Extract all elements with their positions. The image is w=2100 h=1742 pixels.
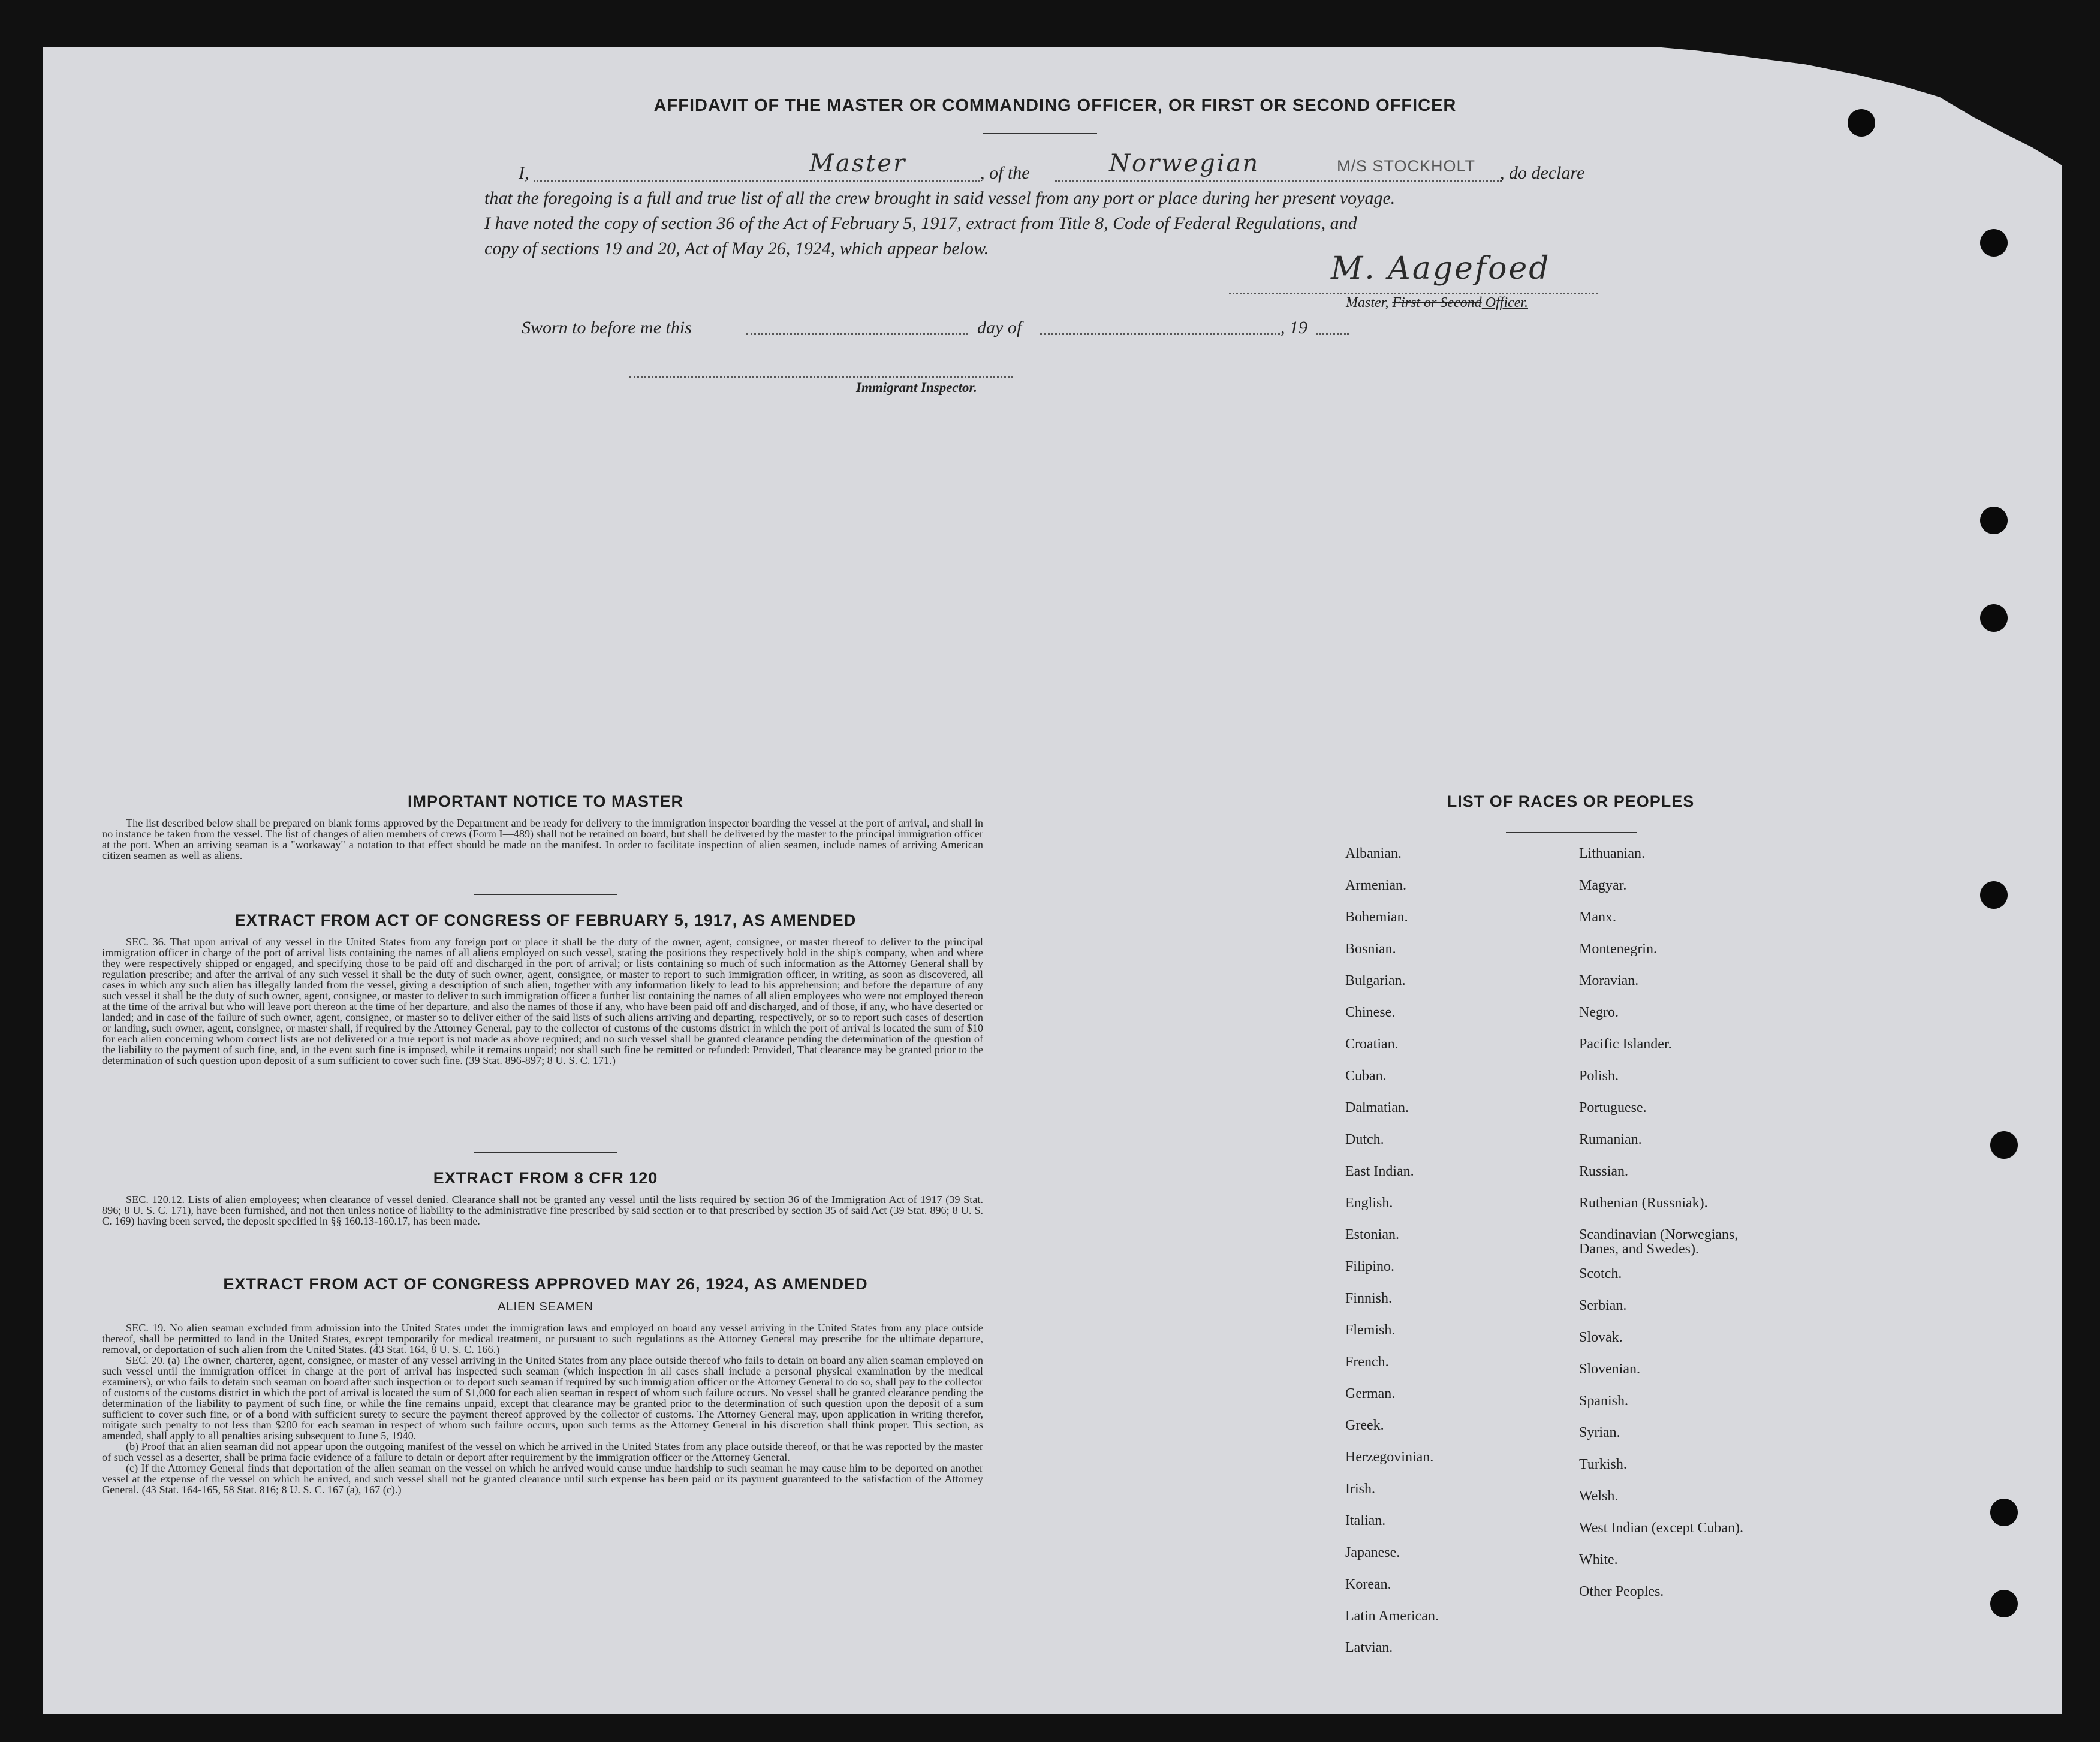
punch-hole <box>1990 1590 2018 1617</box>
extract-1924-text: SEC. 19. No alien seaman excluded from admission into the United States under the immigration laws and employed on board any vessel arriving in the United States from any place outside thereof, shall be permitted to land in the United States, except temporarily for medical treatment, or pursuant to such regulations as the Attorney General may prescribe for the ultimate departure, removal, or deportation of such alien from the United States. (43 Stat. 164, 8 U. S. C. 166.) SEC. 20. (a) The owner, charterer, agent, consignee, or master of any vessel arriving in the United States from any place outside thereof who fails to detain on board any alien seaman employed on such vessel until the immigration officer in charge at the port of arrival has inspected such seaman (which inspection in all cases shall include a personal physical examination by the medical examiners), or who fails to detain such seaman on board after such inspection or to deport such seaman if required by such immigration officer or the Attorney General to do so, shall pay to the collector of customs of the customs district in which the port of arrival is located the sum of $1,000 for each alien seaman in respect of whom such failure occurs. No vessel shall be granted clearance pending the determination of the liability to payment of such fine, or while the fine remains unpaid, except that clearance may be granted prior to the determination of such question upon the deposit of a sum sufficient to cover such fine, or of a bond with sufficient surety to secure the payment thereof approved by the collector of customs. The Attorney General may, upon application in writing therefor, mitigate such penalty to not less than $200 for each seaman in respect of whom such failure occurs, upon such terms as the Attorney General in his discretion shall think proper. This section, as amended, shall apply to all penalties arising subsequent to June 5, 1940. (b) Proof that an alien seaman did not appear upon the outgoing manifest of the vessel on which he arrived in the United States from any place outside thereof, or that he was reported by the master of such vessel as a deserter, shall be prima facie evidence of a failure to detain or deport after requirement by the immigration officer or the Attorney General. (c) If the Attorney General finds that deportation of the alien seaman on the vessel on which he arrived would cause undue hardship to such seaman he may cause him to be deported on another vessel at the expense of the vessel on which he arrived, and such vessel shall not be granted clearance until such expense has been paid or its payment guaranteed to the satisfaction of the Attorney General. (43 Stat. 164-165, 58 Stat. 816; 8 U. S. C. 167 (a), 167 (c).) <box>102 1322 983 1496</box>
race-item: English. <box>1345 1195 1393 1211</box>
punch-hole <box>1980 507 2008 534</box>
race-item: Latin American. <box>1345 1608 1439 1624</box>
race-item: Cuban. <box>1345 1068 1387 1084</box>
race-item: Magyar. <box>1579 878 1627 893</box>
extract-1917-title: EXTRACT FROM ACT OF CONGRESS OF FEBRUARY 5, 1917, AS AMENDED <box>234 911 857 929</box>
sworn-year-line <box>1316 333 1349 335</box>
race-item: Ruthenian (Russniak). <box>1579 1195 1708 1211</box>
ship-name-stamp: M/S STOCKHOLT <box>1337 157 1476 175</box>
race-item: Latvian. <box>1345 1640 1393 1656</box>
race-item: Moravian. <box>1579 973 1639 988</box>
race-item: Bulgarian. <box>1345 973 1406 988</box>
race-item: Bosnian. <box>1345 941 1396 957</box>
master-signature: M. Aagefoed <box>1331 251 1551 287</box>
race-item: Dutch. <box>1345 1132 1384 1147</box>
race-item: Japanese. <box>1345 1545 1400 1560</box>
sworn-day-line <box>746 333 968 335</box>
handwritten-rank: Master <box>809 150 907 177</box>
race-item: Polish. <box>1579 1068 1619 1084</box>
race-item: Filipino. <box>1345 1259 1395 1274</box>
race-item: Slovak. <box>1579 1330 1623 1345</box>
race-item: Spanish. <box>1579 1393 1629 1409</box>
race-item: Korean. <box>1345 1577 1391 1592</box>
notice-title: IMPORTANT NOTICE TO MASTER <box>408 792 683 810</box>
extract-1924-title: EXTRACT FROM ACT OF CONGRESS APPROVED MAY 26, 1924, AS AMENDED <box>223 1275 868 1293</box>
race-item: Bohemian. <box>1345 909 1408 925</box>
race-item: Rumanian. <box>1579 1132 1642 1147</box>
i-label: I, <box>519 163 529 183</box>
race-item: Negro. <box>1579 1005 1619 1020</box>
vessel-field-line <box>1055 180 1502 182</box>
race-item: Scandinavian (Norwegians, Danes, and Swedes). <box>1579 1227 1739 1257</box>
sworn-label: Sworn to before me this <box>522 318 692 337</box>
race-item: Italian. <box>1345 1513 1386 1529</box>
race-item: Russian. <box>1579 1164 1629 1179</box>
race-item: Flemish. <box>1345 1322 1396 1338</box>
race-item: Herzegovinian. <box>1345 1449 1434 1465</box>
race-item: German. <box>1345 1386 1396 1402</box>
signature-line <box>1229 293 1598 294</box>
race-item: Irish. <box>1345 1481 1375 1497</box>
punch-hole <box>1980 881 2008 909</box>
extract-1917-text: SEC. 36. That upon arrival of any vessel in the United States from any foreign port or place it shall be the duty of the owner, agent, consignee, or master thereof to deliver to the principal immigration officer in charge of the port of arrival lists containing the names of all aliens employed on such vessel, stating the positions they respectively hold in the ship's company, when and where they were respectively shipped or engaged, and specifying those to be paid off and discharged in the port of arrival; or lists containing so much of such information as the Attorney General shall by regulation prescribe; and after the arrival of any such vessel it shall be the duty of such owner, agent, consignee, or master to report to such immigration officer, in writing, as soon as discovered, all cases in which any such alien has illegally landed from the vessel, giving a description of such alien, together with any information likely to lead to his apprehension; and before the departure of any such vessel it shall be the duty of such owner, agent, consignee, or master to deliver to such immigration officer a further list containing the names of all alien employees who were not employed thereon at the time of the arrival but who will leave port thereon at the time of her departure, and also the names of those if any, who have been paid off and discharged, and of those, if any, who have deserted or landed; and in case of the failure of such owner, agent, consignee, or master so to deliver either of the said lists of such aliens arriving and departing, respectively, or so to report such cases of desertion or landing, such owner, agent, consignee, or master shall, if required by the Attorney General, pay to the collector of customs of the customs district in which the port of arrival is located the sum of $10 for each alien concerning whom correct lists are not delivered or a true report is not made as above required; and no such vessel shall be granted clearance pending the determination of the question of the liability to the payment of such fine, and, in the event such fine is imposed, while it remains unpaid; nor shall such fine be remitted or refunded: Provided, That clearance may be granted prior to the determination of such question upon deposit of a sum sufficient to cover such fine. (39 Stat. 896-897; 8 U. S. C. 171.) <box>102 936 983 1066</box>
notice-text: The list described below shall be prepared on blank forms approved by the Department and be ready for delivery to the immigration inspector boarding the vessel at the port of arrival, and shall in no instance be taken from the vessel. The list of changes of alien members of crews (Form I—489) shall not be retained on board, but shall be delivered by the master to the principal immigration officer at the port. When an arriving seaman is a "workaway" a notation to that effect should be made on the manifest. In order to facilitate inspection of alien seamen, include names of arriving American citizen seamen as well as aliens. <box>102 817 983 861</box>
race-item: Chinese. <box>1345 1005 1396 1020</box>
extract-1924-subtitle: ALIEN SEAMEN <box>498 1300 593 1313</box>
signature-caption: Master, First or Second Officer. <box>1346 295 1528 311</box>
race-item: Finnish. <box>1345 1291 1393 1306</box>
race-item: Dalmatian. <box>1345 1100 1409 1116</box>
races-title: LIST OF RACES OR PEOPLES <box>1447 792 1695 810</box>
race-item: Turkish. <box>1579 1457 1627 1472</box>
affidavit-title: AFFIDAVIT OF THE MASTER OR COMMANDING OFFICER, OR FIRST OR SECOND OFFICER <box>653 96 1457 115</box>
race-item: Syrian. <box>1579 1425 1620 1440</box>
sworn-month-line <box>1040 333 1280 335</box>
race-item: Pacific Islander. <box>1579 1036 1672 1052</box>
extract-cfr-title: EXTRACT FROM 8 CFR 120 <box>433 1169 658 1187</box>
race-item: Armenian. <box>1345 878 1406 893</box>
race-item: Albanian. <box>1345 846 1402 861</box>
divider <box>983 133 1097 134</box>
race-item: Portuguese. <box>1579 1100 1647 1116</box>
race-item: Other Peoples. <box>1579 1584 1664 1599</box>
race-item: Greek. <box>1345 1418 1384 1433</box>
divider <box>474 1152 617 1153</box>
race-item: Scotch. <box>1579 1266 1622 1282</box>
declaration-line-3: I have noted the copy of section 36 of the Act of February 5, 1917, extract from Title 8, Code of Federal Regulations, and <box>484 213 1357 233</box>
day-of-label: day of <box>977 318 1022 337</box>
race-item: Slovenian. <box>1579 1361 1640 1377</box>
race-item: East Indian. <box>1345 1164 1414 1179</box>
year-label: , 19 <box>1281 318 1307 337</box>
punch-hole <box>1990 1499 2018 1526</box>
race-item: Welsh. <box>1579 1488 1619 1504</box>
extract-cfr-text: SEC. 120.12. Lists of alien employees; when clearance of vessel denied. Clearance shall not be granted any vessel until the lists required by section 36 of the Immigration Act of 1917 (39 Stat. 896; 8 U. S. C. 171), have been furnished, and not then unless notice of liability to the administrative fine prescribed by said section or to that prescribed by section 35 of said Act (39 Stat. 896; 8 U. S. C. 169) having been served, the deposit specified in §§ 160.13-160.17, has been made. <box>102 1194 983 1227</box>
race-item: White. <box>1579 1552 1618 1568</box>
punch-hole <box>1848 109 1875 137</box>
race-item: Lithuanian. <box>1579 846 1645 861</box>
punch-hole <box>1990 1131 2018 1159</box>
race-item: Serbian. <box>1579 1298 1627 1313</box>
punch-hole <box>1980 229 2008 257</box>
divider <box>474 894 617 895</box>
race-item: Montenegrin. <box>1579 941 1657 957</box>
punch-hole <box>1980 604 2008 632</box>
rank-field-line <box>534 180 980 182</box>
divider <box>1506 832 1637 833</box>
race-item: French. <box>1345 1354 1389 1370</box>
declaration-line-4: copy of sections 19 and 20, Act of May 26, 1924, which appear below. <box>484 239 989 258</box>
race-item: West Indian (except Cuban). <box>1579 1520 1743 1536</box>
declaration-line-2: that the foregoing is a full and true list of all the crew brought in said vessel from any port or place during her present voyage. <box>484 188 1396 208</box>
race-item: Estonian. <box>1345 1227 1399 1243</box>
do-declare-label: , do declare <box>1500 163 1585 183</box>
of-the-label: , of the <box>980 163 1030 183</box>
inspector-signature-line <box>629 376 1013 378</box>
race-item: Manx. <box>1579 909 1616 925</box>
race-item: Croatian. <box>1345 1036 1399 1052</box>
inspector-label: Immigrant Inspector. <box>856 380 977 395</box>
handwritten-nationality: Norwegian <box>1109 150 1260 177</box>
